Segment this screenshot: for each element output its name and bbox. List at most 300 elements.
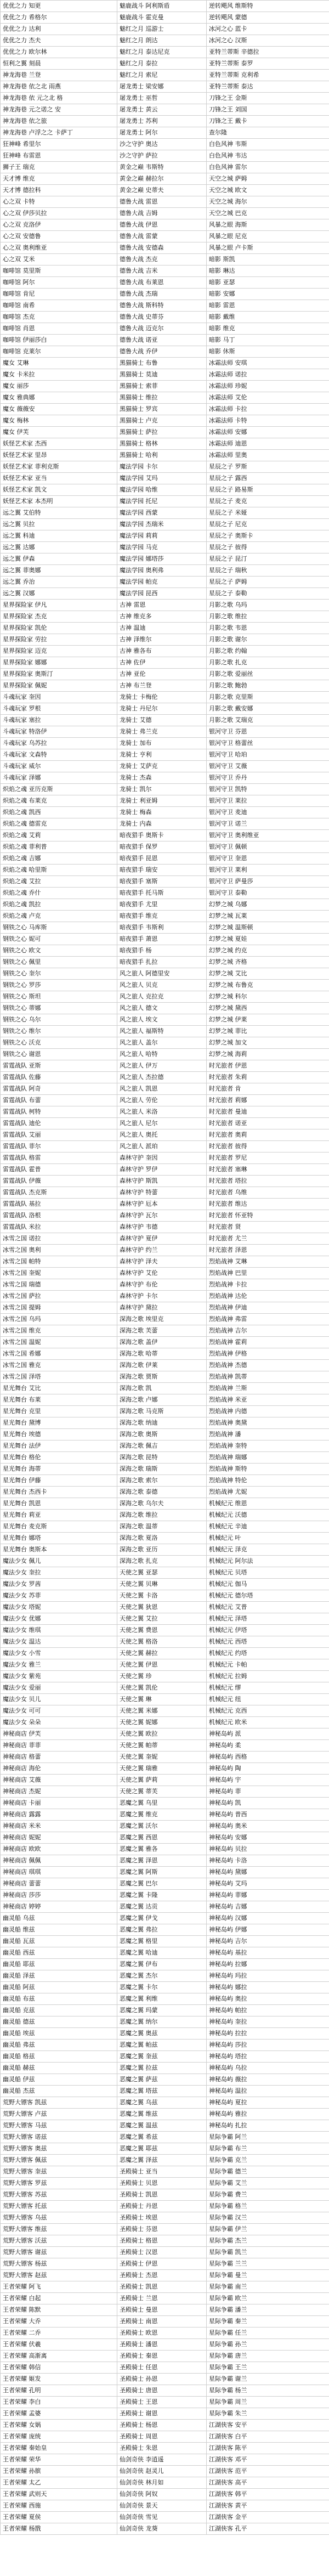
table-row	[1, 2466, 329, 2477]
table-cell: 王者荣耀 二乔	[1, 2328, 117, 2339]
table-row	[1, 1844, 329, 1855]
table-cell: 江湖侠客 高平	[207, 2477, 329, 2489]
table-cell: 冰雪之国 奥利	[1, 1245, 117, 1256]
table-cell: 银河守卫 莱拉	[207, 795, 329, 807]
table-cell: 神秘岛屿 菲娜	[207, 1890, 329, 1901]
table-cell: 幻梦之城 伊莱	[207, 1014, 329, 1026]
table-row	[1, 853, 329, 865]
table-cell: 星际争霸 秦兰	[207, 2316, 329, 2328]
table-row	[1, 1970, 329, 1982]
table-cell: 银河守卫 莱利	[207, 865, 329, 876]
table-cell: 魔法少女 贝儿	[1, 1694, 117, 1705]
table-cell: 风之旅人 劳伦	[117, 1095, 207, 1106]
table-row	[1, 1256, 329, 1268]
table-cell: 星际争霸 德兰	[207, 2166, 329, 2178]
table-row	[1, 980, 329, 991]
table-cell: 神秘岛屿 莎拉	[207, 2040, 329, 2051]
table-cell: 炽焰之魂 卢克	[1, 911, 117, 922]
table-cell: 恶魔之翼 塔兹	[117, 2086, 207, 2097]
table-cell: 星际争霸 凯兰	[207, 2247, 329, 2258]
table-row	[1, 1406, 329, 1417]
table-cell: 炽焰之魂 吉娜	[1, 853, 117, 865]
table-row	[1, 1855, 329, 1867]
table-cell: 银河守卫 麦迪	[207, 807, 329, 818]
table-cell: 斗魂玩家 泽娜	[1, 772, 117, 784]
table-cell: 圣殿骑士 贝恩	[117, 2178, 207, 2189]
table-cell: 神秘岛屿 安娜	[207, 1832, 329, 1844]
table-cell: 白色风神 韦达	[207, 150, 329, 162]
table-cell: 月影之歌 扎克	[207, 657, 329, 669]
table-row	[1, 323, 329, 335]
table-cell: 神秘商店 艾薇	[1, 1775, 117, 1786]
table-cell: 幽灵船 杰兹	[1, 2086, 117, 2097]
table-cell: 魔法少女 小雪	[1, 1648, 117, 1659]
table-cell: 风之旅人 尼尔	[117, 1118, 207, 1129]
table-cell: 古神 佐伊	[117, 657, 207, 669]
table-row	[1, 2074, 329, 2086]
table-cell: 月影之歌 乌玛	[207, 600, 329, 611]
table-cell: 荒野大镖客 杨兹	[1, 2258, 117, 2270]
table-cell: 屠龙勇士 阿尔	[117, 127, 207, 139]
table-row	[1, 2397, 329, 2408]
table-cell: 魔法少女 可可	[1, 1705, 117, 1717]
table-row	[1, 2143, 329, 2155]
table-cell: 星光舞台 黛博	[1, 1417, 117, 1429]
table-row	[1, 289, 329, 300]
table-cell: 炽焰之魂 艾莉	[1, 830, 117, 841]
table-cell: 星际争霸 伊兰	[207, 2224, 329, 2235]
table-cell: 圣殿骑士 任恩	[117, 2362, 207, 2374]
table-cell: 狮子王 瑞克	[1, 162, 117, 173]
table-row	[1, 2235, 329, 2247]
table-cell: 星辰之子 露西	[207, 473, 329, 484]
table-cell: 魔法学园 卡尔	[117, 461, 207, 473]
table-cell: 江湖侠客 金平	[207, 2512, 329, 2523]
table-row	[1, 1728, 329, 1740]
table-cell: 森林守护 特蕾	[117, 1187, 207, 1199]
table-cell: 神龙海巷 卢浮之之 卡萨丁	[1, 127, 117, 139]
table-cell: 圣殿骑士 汉恩	[117, 2247, 207, 2258]
table-cell: 冰雪之国 萨拉	[1, 1291, 117, 1302]
table-cell: 森林守护 瓦尔	[117, 1210, 207, 1222]
table-cell: 天使之翼 狄恩	[117, 1602, 207, 1613]
table-row	[1, 2224, 329, 2235]
table-row	[1, 830, 329, 841]
table-cell: 王者荣耀 姬发	[1, 2374, 117, 2385]
table-cell: 银河守卫 泰勒	[207, 888, 329, 899]
table-cell: 烈焰战神 特伦	[207, 1475, 329, 1487]
table-cell: 烈焰战神 伊迪	[207, 1302, 329, 1314]
table-cell: 王者荣耀 荣华	[1, 2454, 117, 2466]
table-cell: 冰霜法师 迪恩	[207, 438, 329, 450]
table-cell: 机械纪元 缪	[207, 1682, 329, 1694]
table-cell: 钢铁之心 维尔	[1, 1026, 117, 1037]
table-cell: 黑猫骑士 布鲁	[117, 358, 207, 369]
table-cell: 神秘岛屿 拉娜	[207, 1959, 329, 1970]
table-cell: 圣殿骑士 杰恩	[117, 2270, 207, 2281]
table-cell: 星界探险家 迈克	[1, 646, 117, 657]
table-cell: 魅红之月 索尼	[117, 70, 207, 81]
table-cell: 神秘岛屿 娜拉	[207, 1982, 329, 1993]
table-row	[1, 2132, 329, 2143]
table-cell: 天空之城 巴克	[207, 208, 329, 219]
table-row	[1, 1141, 329, 1153]
table-cell: 星际争霸 曼兰	[207, 2270, 329, 2281]
table-cell: 优优之力 希格尔	[1, 12, 117, 24]
table-cell: 星界探险家 劳拉	[1, 634, 117, 646]
table-cell: 幻梦之城 海莉	[207, 1049, 329, 1060]
table-cell: 深海之歌 哈蒂	[117, 1348, 207, 1360]
table-row	[1, 1026, 329, 1037]
table-cell: 钢铁之心 罗莎	[1, 980, 117, 991]
table-row	[1, 634, 329, 646]
table-cell: 深海之歌 扎克	[117, 1556, 207, 1567]
table-cell: 神龙海巷 依之北 雨燕	[1, 81, 117, 93]
table-cell: 圣殿骑士 凯恩	[117, 2189, 207, 2201]
table-row	[1, 1176, 329, 1187]
table-row	[1, 542, 329, 553]
table-cell: 幻梦之城 菲比	[207, 1026, 329, 1037]
table-cell: 恶魔之翼 杰尔	[117, 1970, 207, 1982]
table-cell: 暗夜猎手 昆恩	[117, 853, 207, 865]
table-cell: 星光舞台 杰西卡	[1, 1487, 117, 1498]
table-row	[1, 231, 329, 242]
table-cell: 幽灵船 弗兹	[1, 2040, 117, 2051]
table-cell: 恶魔之翼 雅各	[117, 1844, 207, 1855]
table-cell: 森林守护 斯凯	[117, 1176, 207, 1187]
table-cell: 星际争霸 艾兰	[207, 2178, 329, 2189]
table-cell: 神秘岛屿 柔	[207, 1740, 329, 1752]
table-cell: 远之翼 汉娜	[1, 588, 117, 600]
table-row	[1, 1544, 329, 1556]
table-cell: 时光旅者 泽恩	[207, 1245, 329, 1256]
table-cell: 恶魔之翼 卡尔	[117, 1982, 207, 1993]
table-cell: 天使之翼 珍	[117, 1671, 207, 1682]
table-cell: 星际争霸 周兰	[207, 2397, 329, 2408]
table-row	[1, 2420, 329, 2431]
table-cell: 幻梦之城 科尔	[207, 991, 329, 1003]
table-cell: 魔女 艾琳	[1, 358, 117, 369]
table-cell: 月影之歌 韦恩	[207, 623, 329, 634]
table-cell: 优优之力 杰夫	[1, 35, 117, 47]
table-row	[1, 1959, 329, 1970]
table-cell: 王者荣耀 陈默	[1, 2304, 117, 2316]
table-cell: 时光旅者 怀亚特	[207, 1210, 329, 1222]
table-cell: 亚特兰蒂斯 克利希	[207, 70, 329, 81]
table-row	[1, 1187, 329, 1199]
table-cell: 神秘商店 佩佩	[1, 1855, 117, 1867]
table-cell: 星际争霸 欧兰	[207, 2293, 329, 2304]
table-cell: 星光舞台 麦克斯	[1, 1521, 117, 1533]
table-row	[1, 1798, 329, 1809]
table-cell: 雷霆战队 基拉	[1, 1199, 117, 1210]
table-cell: 冰雪之国 诺拉	[1, 1233, 117, 1245]
table-cell: 星际争霸 杰兰	[207, 2235, 329, 2247]
table-cell: 黑猫骑士 罗宾	[117, 404, 207, 415]
table-cell: 星辰之子 罗斯	[207, 461, 329, 473]
table-cell: 恶魔之翼 伊戈	[117, 1913, 207, 1924]
table-cell: 星际争霸 王兰	[207, 2362, 329, 2374]
table-cell: 星际争霸 朱兰	[207, 2408, 329, 2420]
table-cell: 恶魔之翼 利维	[117, 1993, 207, 2005]
table-row	[1, 657, 329, 669]
table-cell: 恶魔之翼 卡隆	[117, 1890, 207, 1901]
table-cell: 天使之翼 琳	[117, 1694, 207, 1705]
table-cell: 妖怪艺术家 里昂	[1, 450, 117, 461]
table-cell: 星光舞台 埃德	[1, 1429, 117, 1440]
table-cell: 风之旅人 阿德里安	[117, 968, 207, 980]
table-cell: 神秘岛屿 凯	[207, 1798, 329, 1809]
table-row	[1, 1475, 329, 1487]
table-row	[1, 1717, 329, 1728]
table-row	[1, 496, 329, 507]
table-row	[1, 1095, 329, 1106]
table-cell: 暗夜猎手 瑞安	[117, 865, 207, 876]
table-cell: 暗影 亚瑟	[207, 277, 329, 289]
table-row	[1, 369, 329, 381]
table-cell: 圣殿骑士 欧恩	[117, 2328, 207, 2339]
name-table-body	[1, 1, 329, 2535]
table-cell: 天使之翼 萨莉	[117, 1775, 207, 1786]
table-row	[1, 1648, 329, 1659]
table-cell: 机械纪元 贝塔	[207, 1567, 329, 1579]
table-cell: 风之旅人 伊万	[117, 1060, 207, 1072]
table-row	[1, 2362, 329, 2374]
table-cell: 魅鹿战斗 阿利斯盾	[117, 1, 207, 12]
table-cell: 恶魔之翼 西恩	[117, 1832, 207, 1844]
table-row	[1, 1360, 329, 1371]
table-row	[1, 2443, 329, 2454]
table-cell: 冰雪之国 帕特	[1, 1256, 117, 1268]
table-cell: 幻梦之城 约克	[207, 945, 329, 957]
table-cell: 天使之翼 奎妮	[117, 1752, 207, 1763]
table-cell: 优优之力 达利	[1, 24, 117, 35]
table-cell: 魔法少女 紫苑	[1, 1671, 117, 1682]
table-cell: 魔法少女 奎拉	[1, 1567, 117, 1579]
table-row	[1, 81, 329, 93]
table-cell: 深海之歌 凯	[117, 1383, 207, 1394]
table-cell: 恶魔之翼 耶兹	[117, 2143, 207, 2155]
table-cell: 天使之翼 格洛	[117, 1636, 207, 1648]
table-cell: 神秘商店 菲菲	[1, 1740, 117, 1752]
table-cell: 雷霆战队 格雷	[1, 1153, 117, 1164]
table-cell: 暗夜猎手 托马斯	[117, 888, 207, 899]
table-cell: 风之旅人 德文	[117, 1003, 207, 1014]
table-cell: 星光舞台 凯恩	[1, 1498, 117, 1510]
table-row	[1, 530, 329, 542]
table-cell: 星辰之子 米娅	[207, 507, 329, 519]
table-cell: 幽灵船 乌兹	[1, 1913, 117, 1924]
table-row	[1, 1222, 329, 1233]
table-row	[1, 1556, 329, 1567]
table-row	[1, 680, 329, 692]
table-cell: 暗影 维克	[207, 323, 329, 335]
table-cell: 炽焰之魂 艾拉	[1, 876, 117, 888]
table-cell: 暗夜猎手 保罗	[117, 841, 207, 853]
table-cell: 荒野大镖客 马兹	[1, 2120, 117, 2132]
table-row	[1, 1383, 329, 1394]
table-cell: 圣殿骑士 唐恩	[117, 2385, 207, 2397]
table-cell: 远之翼 菲奥娜	[1, 565, 117, 577]
table-cell: 德鲁大战 迈克尔	[117, 323, 207, 335]
table-cell: 雷霆战队 米拉	[1, 1222, 117, 1233]
table-cell: 妖怪艺术家 亚当	[1, 473, 117, 484]
table-cell: 深海之歌 芙蕾	[117, 1325, 207, 1337]
table-row	[1, 1371, 329, 1383]
table-cell: 时光旅者 乌维	[207, 1187, 329, 1199]
table-cell: 龙骑士 梅森	[117, 807, 207, 818]
table-cell: 冰霜法师 安娜	[207, 427, 329, 438]
table-cell: 机械纪元 艾普	[207, 1602, 329, 1613]
table-cell: 神秘岛屿 宇	[207, 1775, 329, 1786]
table-row	[1, 1314, 329, 1325]
table-cell: 幽灵船 耶兹	[1, 1959, 117, 1970]
table-cell: 王者荣耀 阿飞	[1, 2281, 117, 2293]
table-cell: 深海之歌 马克斯	[117, 1406, 207, 1417]
table-cell: 魔女 雅典娜	[1, 392, 117, 404]
table-row	[1, 35, 329, 47]
table-cell: 机械纪元 伊塔	[207, 1625, 329, 1636]
table-row	[1, 219, 329, 231]
table-cell: 龙骑士 内森	[117, 818, 207, 830]
table-cell: 天使之翼 艾拉	[117, 1613, 207, 1625]
table-cell: 德鲁大战 斯科特	[117, 300, 207, 312]
table-cell: 神秘岛屿 乌拉	[207, 2063, 329, 2074]
table-cell: 恶魔之翼 玛蒙	[117, 2005, 207, 2016]
table-cell: 森林守护 艾伦	[117, 1268, 207, 1279]
table-cell: 暗影 休斯	[207, 346, 329, 358]
table-cell: 魔女 伊芙	[1, 427, 117, 438]
table-row	[1, 450, 329, 461]
table-cell: 妖怪艺术家 本杰明	[1, 496, 117, 507]
table-cell: 月影之歌 约翰	[207, 646, 329, 657]
table-row	[1, 934, 329, 945]
table-cell: 深海之歌 泰德	[117, 1487, 207, 1498]
table-cell: 暗影 戴维	[207, 312, 329, 323]
table-cell: 雷霆战队 艾丽	[1, 1129, 117, 1141]
table-cell: 幻梦之城 齐格	[207, 957, 329, 968]
table-row	[1, 1417, 329, 1429]
table-cell: 王者荣耀 孔明	[1, 2385, 117, 2397]
table-cell: 神秘商店 妮妮	[1, 1832, 117, 1844]
table-cell: 森林守护 韦德	[117, 1222, 207, 1233]
table-cell: 幻梦之城 加文	[207, 1037, 329, 1049]
table-cell: 幽灵船 德兹	[1, 2016, 117, 2028]
table-row	[1, 346, 329, 358]
table-cell: 神秘岛屿 奥米	[207, 1821, 329, 1832]
table-cell: 银河守卫 格蕾丝	[207, 738, 329, 749]
table-row	[1, 2016, 329, 2028]
table-cell: 荒野大镖客 罗兹	[1, 2178, 117, 2189]
table-row	[1, 957, 329, 968]
table-row	[1, 1302, 329, 1314]
table-row	[1, 24, 329, 35]
table-cell: 幽灵船 瓦兹	[1, 1936, 117, 1947]
table-cell: 天使之翼 凯伦	[117, 1682, 207, 1694]
table-row	[1, 12, 329, 24]
table-cell: 星辰之子 瑞秋	[207, 565, 329, 577]
table-cell: 圣殿骑士 丹恩	[117, 2201, 207, 2212]
table-row	[1, 2120, 329, 2132]
table-row	[1, 2293, 329, 2304]
table-cell: 心之双 艾米	[1, 254, 117, 265]
table-row	[1, 2051, 329, 2063]
table-row	[1, 669, 329, 680]
table-cell: 屠龙勇士 苏利	[117, 116, 207, 127]
table-row	[1, 945, 329, 957]
table-cell: 远之翼 乔治	[1, 577, 117, 588]
table-cell: 雷霆战队 洛根	[1, 1210, 117, 1222]
table-cell: 恶魔之翼 萨兹	[117, 2074, 207, 2086]
table-cell: 森林守护 约兰	[117, 1245, 207, 1256]
table-cell: 心之双 奥利维亚	[1, 242, 117, 254]
table-cell: 江湖侠客 陈平	[207, 2443, 329, 2454]
table-row	[1, 2489, 329, 2500]
table-cell: 屠龙勇士 巫哲	[117, 93, 207, 104]
table-cell: 幻梦之城 乌娜	[207, 899, 329, 911]
table-row	[1, 2385, 329, 2397]
table-row	[1, 404, 329, 415]
table-row	[1, 1498, 329, 1510]
table-cell: 荒野大镖客 赵兹	[1, 2270, 117, 2281]
table-row	[1, 1, 329, 12]
table-cell: 圣殿骑士 南恩	[117, 2316, 207, 2328]
table-row	[1, 1164, 329, 1176]
table-cell: 荒野大镖客 苏兹	[1, 2189, 117, 2201]
table-cell: 恶魔之翼 哈迪	[117, 1947, 207, 1959]
table-cell: 炽焰之魂 德雷克	[1, 818, 117, 830]
table-cell: 深海之歌 索尔	[117, 1475, 207, 1487]
table-cell: 神秘岛屿 雅拉	[207, 2109, 329, 2120]
table-cell: 王者荣耀 白起	[1, 2293, 117, 2304]
table-cell: 神秘商店 欧欧	[1, 1844, 117, 1855]
table-cell: 幽灵船 泽兹	[1, 1970, 117, 1982]
table-cell: 森林守护 卡尔	[117, 1291, 207, 1302]
table-cell: 斗魂玩家 特洛伊	[1, 726, 117, 738]
table-cell: 时光旅者 罗尼	[207, 1153, 329, 1164]
table-cell: 机械纪元 维恩	[207, 1498, 329, 1510]
table-row	[1, 2351, 329, 2362]
table-row	[1, 104, 329, 116]
table-cell: 王者荣耀 太乙	[1, 2477, 117, 2489]
table-row	[1, 795, 329, 807]
table-row	[1, 2281, 329, 2293]
table-row	[1, 565, 329, 577]
table-cell: 时光旅者 诺亚	[207, 1118, 329, 1129]
table-cell: 烈焰战神 杰德	[207, 1360, 329, 1371]
table-cell: 黄金之巅 史蒂夫	[117, 185, 207, 196]
table-cell: 恶魔之翼 纳尔	[117, 2016, 207, 2028]
table-row	[1, 1210, 329, 1222]
table-cell: 烈焰战神 尤妮	[207, 1487, 329, 1498]
table-cell: 天使之翼 妮娜	[117, 1717, 207, 1728]
table-row	[1, 2028, 329, 2040]
table-row	[1, 116, 329, 127]
table-cell: 星辰之子 尼克	[207, 519, 329, 530]
table-cell: 银河守卫 凯特	[207, 784, 329, 795]
table-cell: 星际争霸 谢兰	[207, 2374, 329, 2385]
table-row	[1, 1763, 329, 1775]
table-cell: 星光舞台 布莱	[1, 1394, 117, 1406]
table-cell: 烈焰战神 内德	[207, 1406, 329, 1417]
table-cell: 神秘岛屿 普西	[207, 1809, 329, 1821]
table-cell: 仙剑奇侠 景天	[117, 2500, 207, 2512]
table-cell: 暗影 斯凯	[207, 254, 329, 265]
table-cell: 龙骑士 弗兰克	[117, 726, 207, 738]
table-cell: 魔法少女 维琪	[1, 1625, 117, 1636]
table-cell: 刀锋之王 刘国	[207, 104, 329, 116]
table-row	[1, 1118, 329, 1129]
